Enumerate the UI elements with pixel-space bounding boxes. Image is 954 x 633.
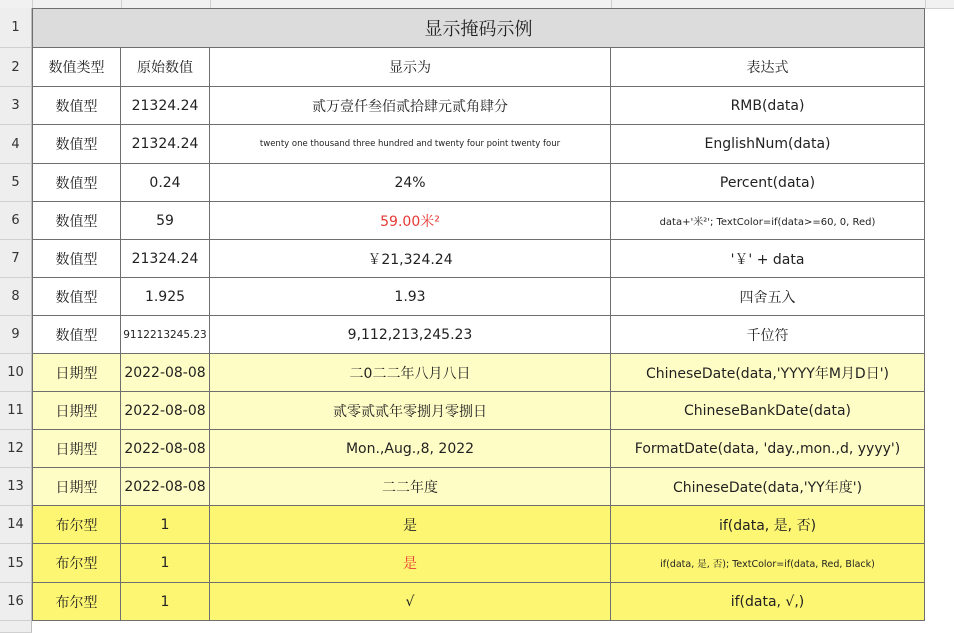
row-header-12[interactable]: 12: [0, 430, 32, 468]
cell-raw-value[interactable]: 1.925: [121, 278, 210, 316]
cell-raw-value[interactable]: 21324.24: [121, 87, 210, 125]
cell-expression[interactable]: if(data, 是, 否); TextColor=if(data, Red, Black): [611, 544, 925, 583]
column-header-divider: [611, 0, 612, 8]
cell-expression[interactable]: Percent(data): [611, 164, 925, 202]
cell-raw-value[interactable]: 0.24: [121, 164, 210, 202]
cell-raw-value[interactable]: 2022-08-08: [121, 430, 210, 468]
row-header-5[interactable]: 5: [0, 164, 32, 202]
row-header-7[interactable]: 7: [0, 240, 32, 278]
cell-display[interactable]: 是: [210, 544, 611, 583]
cell-display[interactable]: 24%: [210, 164, 611, 202]
column-header-divider: [925, 0, 926, 8]
cell-expression[interactable]: FormatDate(data, 'day.,mon.,d, yyyy'): [611, 430, 925, 468]
row-header-10[interactable]: 10: [0, 354, 32, 392]
cell-display[interactable]: √: [210, 583, 611, 621]
cell-value-type[interactable]: 数值型: [32, 202, 121, 240]
cell-raw-value[interactable]: 21324.24: [121, 240, 210, 278]
cell-expression[interactable]: ChineseDate(data,'YY年度'): [611, 468, 925, 506]
cell-raw-value[interactable]: 2022-08-08: [121, 354, 210, 392]
cell-expression[interactable]: if(data, 是, 否): [611, 506, 925, 544]
cell-expression[interactable]: EnglishNum(data): [611, 125, 925, 164]
cell-raw-value[interactable]: 9112213245.23: [121, 316, 210, 354]
cell-value-type[interactable]: 日期型: [32, 392, 121, 430]
column-header-divider: [121, 0, 122, 8]
cell-display[interactable]: 59.00米²: [210, 202, 611, 240]
cell-value-type[interactable]: 日期型: [32, 430, 121, 468]
cell-expression[interactable]: ChineseBankDate(data): [611, 392, 925, 430]
cell-display[interactable]: 是: [210, 506, 611, 544]
cell-expression[interactable]: 四舍五入: [611, 278, 925, 316]
cell-expression[interactable]: data+'米²'; TextColor=if(data>=60, 0, Red): [611, 202, 925, 240]
cell-expression[interactable]: 千位符: [611, 316, 925, 354]
header-value-type[interactable]: 数值类型: [32, 48, 121, 87]
cell-value-type[interactable]: 数值型: [32, 125, 121, 164]
cell-raw-value[interactable]: 2022-08-08: [121, 468, 210, 506]
row-header-15[interactable]: 15: [0, 544, 32, 583]
header-display-as[interactable]: 显示为: [210, 48, 611, 87]
cell-value-type[interactable]: 数值型: [32, 164, 121, 202]
cell-value-type[interactable]: 布尔型: [32, 544, 121, 583]
cell-raw-value[interactable]: 1: [121, 583, 210, 621]
cell-display[interactable]: 1.93: [210, 278, 611, 316]
cell-display[interactable]: 贰零贰贰年零捌月零捌日: [210, 392, 611, 430]
header-raw-value[interactable]: 原始数值: [121, 48, 210, 87]
cell-display[interactable]: 9,112,213,245.23: [210, 316, 611, 354]
cell-expression[interactable]: '￥' + data: [611, 240, 925, 278]
cell-value-type[interactable]: 布尔型: [32, 583, 121, 621]
cell-value-type[interactable]: 布尔型: [32, 506, 121, 544]
column-header-divider: [32, 0, 33, 8]
cell-expression[interactable]: RMB(data): [611, 87, 925, 125]
row-header-14[interactable]: 14: [0, 506, 32, 544]
cell-raw-value[interactable]: 1: [121, 506, 210, 544]
row-header-8[interactable]: 8: [0, 278, 32, 316]
cell-raw-value[interactable]: 2022-08-08: [121, 392, 210, 430]
row-header-filler: [0, 621, 32, 633]
cell-expression[interactable]: if(data, √,): [611, 583, 925, 621]
row-header-6[interactable]: 6: [0, 202, 32, 240]
cell-value-type[interactable]: 日期型: [32, 354, 121, 392]
row-header-11[interactable]: 11: [0, 392, 32, 430]
row-header-3[interactable]: 3: [0, 87, 32, 125]
cell-raw-value[interactable]: 1: [121, 544, 210, 583]
cell-value-type[interactable]: 数值型: [32, 278, 121, 316]
header-expression[interactable]: 表达式: [611, 48, 925, 87]
cell-raw-value[interactable]: 21324.24: [121, 125, 210, 164]
row-header-1[interactable]: 1: [0, 8, 32, 48]
cell-expression[interactable]: ChineseDate(data,'YYYY年M月D日'): [611, 354, 925, 392]
cell-value-type[interactable]: 数值型: [32, 316, 121, 354]
cell-display[interactable]: Mon.,Aug.,8, 2022: [210, 430, 611, 468]
title-cell[interactable]: 显示掩码示例: [32, 8, 925, 48]
row-header-16[interactable]: 16: [0, 583, 32, 621]
cell-display[interactable]: twenty one thousand three hundred and twenty four point twenty four: [210, 125, 611, 164]
row-header-13[interactable]: 13: [0, 468, 32, 506]
cell-value-type[interactable]: 日期型: [32, 468, 121, 506]
cell-display[interactable]: 二0二二年八月八日: [210, 354, 611, 392]
cell-display[interactable]: 贰万壹仟叁佰贰拾肆元贰角肆分: [210, 87, 611, 125]
row-header-2[interactable]: 2: [0, 48, 32, 87]
column-header-divider: [210, 0, 211, 8]
cell-display[interactable]: 二二年度: [210, 468, 611, 506]
cell-value-type[interactable]: 数值型: [32, 240, 121, 278]
cell-display[interactable]: ￥21,324.24: [210, 240, 611, 278]
row-header-4[interactable]: 4: [0, 125, 32, 164]
cell-raw-value[interactable]: 59: [121, 202, 210, 240]
row-header-9[interactable]: 9: [0, 316, 32, 354]
cell-value-type[interactable]: 数值型: [32, 87, 121, 125]
